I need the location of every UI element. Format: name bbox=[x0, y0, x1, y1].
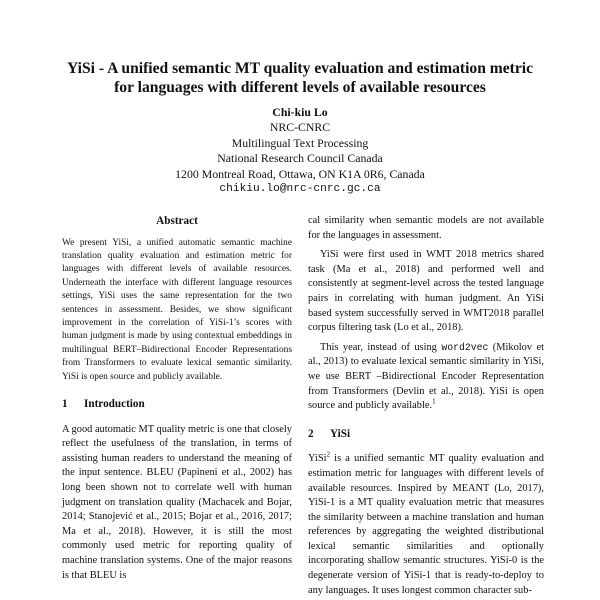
yisi-paragraph bbox=[308, 452, 544, 598]
left-column bbox=[62, 214, 292, 583]
title-line-1: YiSi - A unified semantic MT quality evaluation and estimation metric bbox=[66, 60, 534, 77]
abstract-text: We present YiSi, a unified automatic semantic machine translation quality evaluation and estimation metric for languages with different levels of available resources. Underneath the interface with different language resources settings, YiSi uses the same representation for the two sentences in assessment. Besides, we show significant improvement in the correlation of YiSi-1’s scores with human judgment is made by using contextual embeddings in multilingual BERT–Bidirectional Encoder Representations from Transformers to evaluate lexical semantic similarity. YiSi is open source and publicly available. bbox=[62, 237, 292, 382]
section-number: 1 bbox=[62, 398, 68, 411]
section-heading-introduction bbox=[62, 397, 292, 412]
intro-paragraph-1-continued: cal similarity when semantic models are not available for the languages in assessment. bbox=[308, 215, 544, 241]
yisi-text: is a unified semantic MT quality evaluation and estimation metric for languages with different levels of available resources. Inspired by MEANT (Lo, 2017), YiSi-1 is a MT quality evaluation metric that measures the similarity between a machine translation and human references by aggregating the weighted distributional lexical semantic similarities and optionally incorporating shallow semantic structures. YiSi-0 is the degenerate version of YiSi-1 that is ready-to-deploy to any languages. It uses longest common character sub- bbox=[308, 453, 544, 596]
yisi-name: YiSi bbox=[308, 453, 327, 465]
section-heading-yisi bbox=[308, 427, 544, 442]
author-name: Chi-kiu Lo bbox=[272, 105, 328, 119]
section-title: YiSi bbox=[330, 427, 351, 440]
author-institution: National Research Council Canada bbox=[217, 151, 383, 166]
intro-paragraph-2: YiSi were first used in WMT 2018 metrics shared task (Ma et al., 2018) and performed well and consistently at segment-level across the tested language pairs in correlating with human judgment. An YiSi based system successfully served in WMT2018 parallel corpus filtering task (Lo et al., 2018). bbox=[308, 249, 544, 334]
section-number: 2 bbox=[308, 427, 314, 440]
code-word2vec: word2vec bbox=[441, 341, 489, 353]
intro-paragraph-3 bbox=[308, 341, 544, 414]
intro-p3-end: (Mikolov et al., 2013) to evaluate lexical semantic similarity in YiSi, we use BERT –Bidirectional Encoder Representation from Transformers (Devlin et al., 2018). YiSi is open source and publicly available. bbox=[308, 341, 544, 412]
author-block bbox=[100, 105, 500, 197]
author-email: chikiu.lo@nrc-cnrc.gc.ca bbox=[219, 183, 381, 196]
paper-title bbox=[40, 59, 560, 97]
right-column bbox=[308, 214, 544, 598]
author-dept: Multilingual Text Processing bbox=[231, 135, 369, 150]
title-line-2: for languages with different levels of available resources bbox=[114, 79, 486, 96]
footnote-marker: 2 bbox=[326, 450, 330, 459]
section-title: Introduction bbox=[84, 398, 145, 411]
abstract-heading: Abstract bbox=[156, 215, 198, 227]
intro-p3-start: This year, instead of using bbox=[320, 341, 442, 353]
footnote-marker: 1 bbox=[432, 397, 436, 406]
author-org: NRC-CNRC bbox=[269, 120, 331, 135]
author-address: 1200 Montreal Road, Ottawa, ON K1A 0R6, Canada bbox=[175, 166, 425, 181]
intro-paragraph-1: A good automatic MT quality metric is one that closely reflect the usefulness of the translation, in terms of assisting human readers to understand the meaning of the input sentence. BLEU (Papineni et al., 2002) has long been shown not to correlate well with human judgment on translation quality (Machacek and Bojar, 2014; Stanojević et al., 2015; Bojar et al., 2016, 2017; Ma et al., 2018). However, it is still the most commonly used metric for reporting quality of machine translation systems. One of the major reasons is that BLEU is bbox=[62, 423, 292, 581]
